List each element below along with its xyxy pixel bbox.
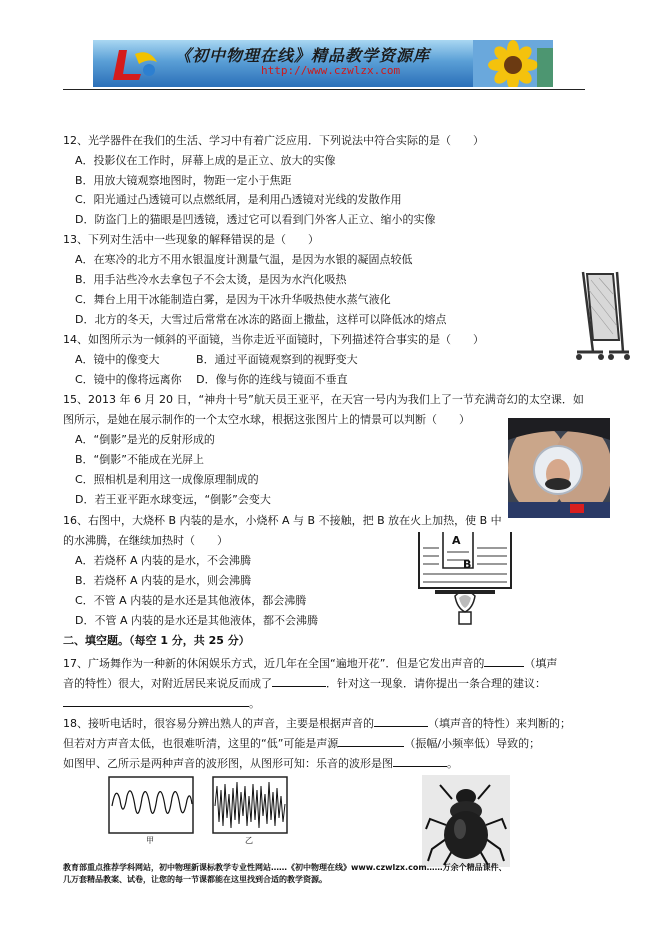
q18-line2	[63, 735, 540, 751]
q14-stem: 14、如图所示为一倾斜的平面镜，当你走近平面镜时，下列描述符合事实的是（ ）	[63, 333, 484, 346]
waveform-jia	[108, 776, 194, 842]
q18-blank-1[interactable]	[374, 715, 428, 727]
footer-line-2: 几万套精品教案、试卷，让您的每一节课都能在这里找到合适的教学资源。	[63, 875, 327, 884]
q17-line1-text: 17、广场舞作为一种新的休闲娱乐方式，近几年在全国“遍地开花”．但是它发出声音的	[63, 657, 485, 670]
q15-option-a: A．“倒影”是光的反射形成的	[75, 433, 215, 446]
footer-line-1: 教育部重点推荐学科网站，初中物理新课标教学专业性网站……《初中物理在线》www.czwlzx.com……万余个精品课件、	[63, 863, 507, 872]
site-logo	[105, 44, 165, 84]
q18-blank-2[interactable]	[338, 735, 404, 747]
q13-option-d: D．北方的冬天，大雪过后常常在冰冻的路面上撒盐，这样可以降低冰的熔点	[75, 313, 447, 326]
q17-blank-2[interactable]	[272, 675, 326, 687]
q17-line3	[63, 695, 260, 711]
waveform-yi-figure	[212, 776, 288, 854]
q17-line2-tail: ．针对这一现象．请你提出一条合理的建议：	[326, 677, 546, 690]
waveform-yi-caption: 乙	[245, 836, 253, 845]
tilted-mirror-figure	[573, 270, 631, 364]
beaker-label-a: A	[452, 534, 461, 547]
q15-option-d: D．若王亚平距水球变远，“倒影”会变大	[75, 493, 271, 506]
q17-blank-1[interactable]	[484, 655, 524, 667]
q12-option-b: B．用放大镜观察地图时，物距一定小于焦距	[75, 174, 292, 187]
q17-line2-text: 音的特性）很大，对附近居民来说反而成了	[63, 677, 272, 690]
q13-option-b: B．用手沾些冷水去拿包子不会太烫，是因为水汽化吸热	[75, 273, 347, 286]
waveform-jia-caption: 甲	[146, 836, 154, 845]
q16-option-b: B．若烧杯 A 内装的是水，则会沸腾	[75, 574, 252, 587]
q18-line2-tail: （振幅/小频率低）导致的；	[404, 737, 541, 750]
beaker-label-b: B	[463, 558, 472, 571]
q18-line3-text: 如图甲、乙所示是两种声音的波形图，从图形可知：乐音的波形是图	[63, 757, 393, 770]
q16-option-c: C．不管 A 内装的是水还是其他液体，都会沸腾	[75, 594, 307, 607]
banner-title: 《初中物理在线》精品教学资源库	[175, 46, 431, 65]
banner-url[interactable]: http://www.czwlzx.com	[261, 64, 401, 77]
q15-option-c: C．照相机是利用这一成像原理制成的	[75, 473, 259, 486]
page-footer	[63, 862, 507, 886]
q17-line3-tail: 。	[249, 697, 260, 710]
beaker-drawing	[415, 528, 515, 628]
water-ball-photo	[508, 418, 610, 518]
q12-option-a: A．投影仪在工作时，屏幕上成的是正立、放大的实像	[75, 154, 336, 167]
waveform-yi	[212, 776, 288, 842]
q18-line2-text: 但若对方声音太低，也很难听清，这里的“低”可能是声源	[63, 737, 339, 750]
waveform-jia-figure	[108, 776, 194, 854]
q17-line2	[63, 675, 546, 691]
q17-line1-tail: （填声	[524, 657, 558, 670]
q17-blank-3[interactable]	[63, 695, 249, 707]
q13-option-a: A．在寒冷的北方不用水银温度计测量气温，是因为水银的凝固点较低	[75, 253, 413, 266]
q18-line1-text: 18、接听电话时，很容易分辨出熟人的声音，主要是根据声音的	[63, 717, 374, 730]
q12-option-c: C．阳光通过凸透镜可以点燃纸屑，是利用凸透镜对光线的发散作用	[75, 193, 402, 206]
beetle-photo	[422, 775, 510, 867]
header-banner	[93, 40, 553, 87]
q12-stem: 12、光学器件在我们的生活、学习中有着广泛应用．下列说法中符合实际的是（ ）	[63, 134, 484, 147]
header-divider	[63, 89, 585, 90]
q16-stem-line1: 16、右图中，大烧杯 B 内装的是水，小烧杯 A 与 B 不接触，把 B 放在火上加热，使 B 中	[63, 514, 502, 527]
q16-option-a: A．若烧杯 A 内装的是水，不会沸腾	[75, 554, 252, 567]
beaker-figure	[415, 528, 515, 628]
q18-blank-3[interactable]	[393, 755, 447, 767]
q18-line3	[63, 755, 458, 771]
q14-options-ab: A．镜中的像变大 B．通过平面镜观察到的视野变大	[75, 353, 358, 366]
q14-options-cd: C．镜中的像将远离你 D．像与你的连线与镜面不垂直	[75, 373, 348, 386]
q13-stem: 13、下列对生活中一些现象的解释错误的是（ ）	[63, 233, 319, 246]
sunflower-image	[473, 40, 553, 87]
q15-stem-line2: 图所示，是她在展示制作的一个太空水球，根据这张图片上的情景可以判断（ ）	[63, 413, 470, 426]
q15-stem-line1: 15、2013 年 6 月 20 日，“神舟十号”航天员王亚平，在天宫一号内为我们上了一节充满奇幻的太空课．如	[63, 393, 584, 406]
q18-line1	[63, 715, 571, 731]
q15-option-b: B．“倒影”不能成在光屏上	[75, 453, 204, 466]
q16-stem-line2: 的水沸腾，在继续加热时（ ）	[63, 534, 228, 547]
section-2-title: 二、填空题。（每空 1 分，共 25 分）	[63, 634, 250, 647]
q16-option-d: D．不管 A 内装的是水还是其他液体，都不会沸腾	[75, 614, 318, 627]
q13-option-c: C．舞台上用干冰能制造白雾，是因为干冰升华吸热使水蒸气液化	[75, 293, 391, 306]
q17-line1	[63, 655, 557, 671]
q12-option-d: D．防盗门上的猫眼是凹透镜，透过它可以看到门外客人正立、缩小的实像	[75, 213, 436, 226]
q18-line3-tail: 。	[447, 757, 458, 770]
q18-line1-tail: （填声音的特性）来判断的；	[428, 717, 571, 730]
